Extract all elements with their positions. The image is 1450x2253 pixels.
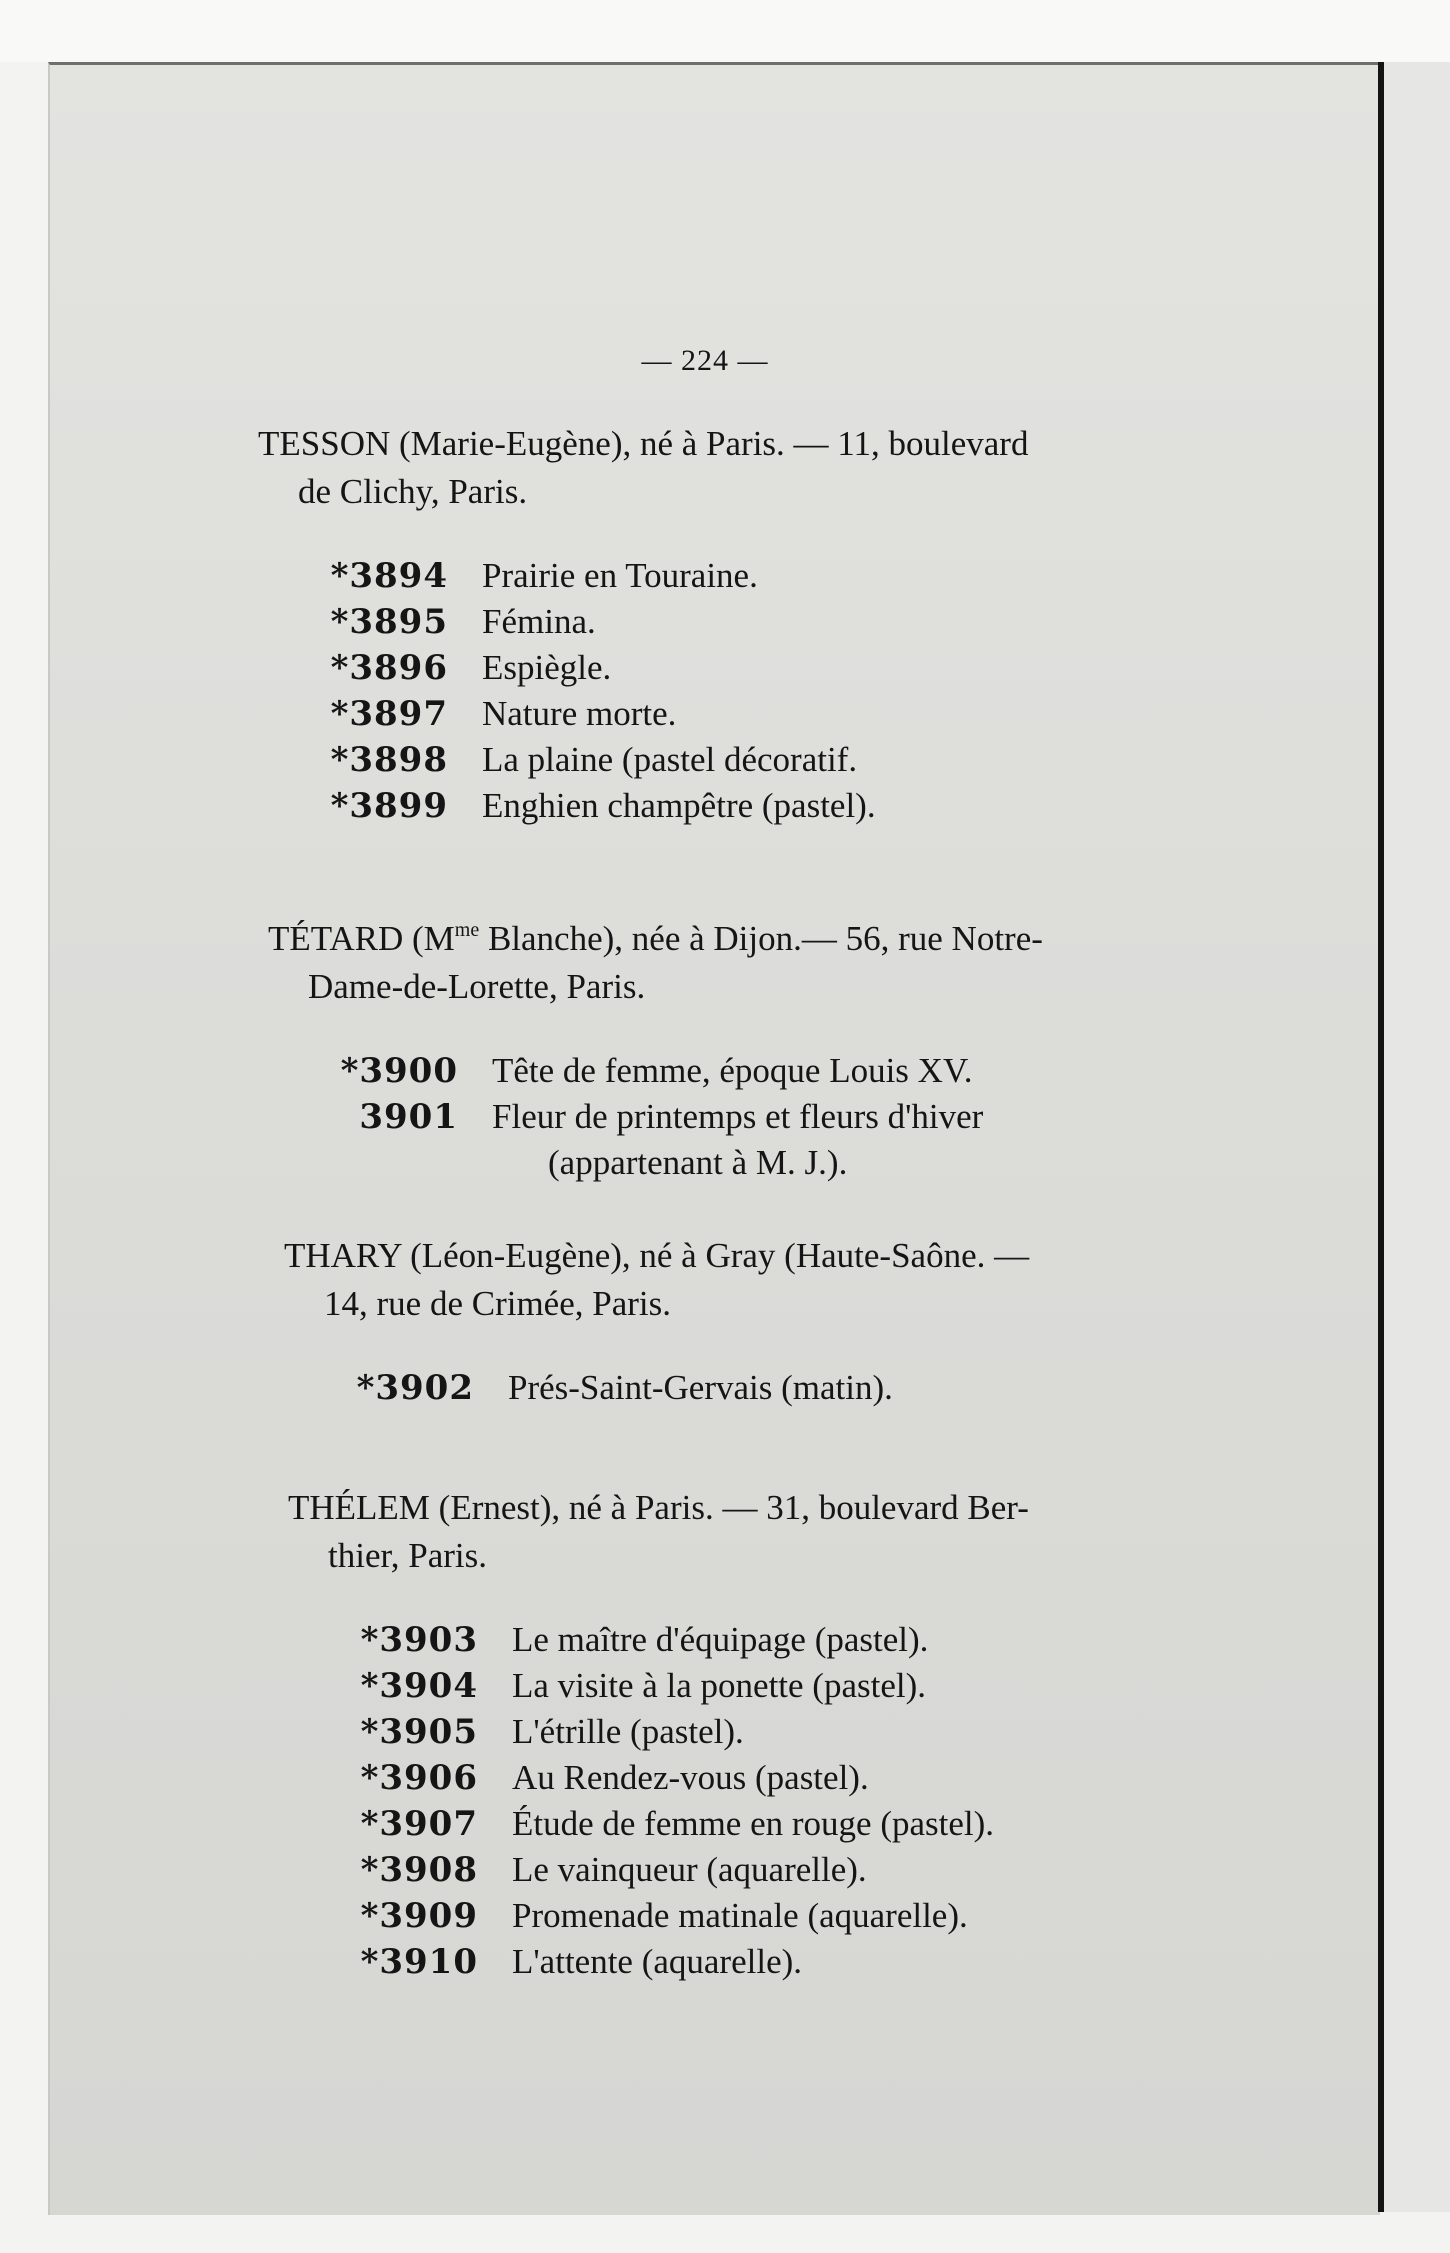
work-item — [288, 1708, 1288, 1754]
work-number: *3899 — [330, 786, 448, 826]
work-title: Le vainqueur (aquarelle). — [512, 1850, 867, 1889]
artist-header-continuation: de Clichy, Paris. — [298, 472, 528, 511]
work-item — [258, 552, 1258, 598]
scan-top-margin — [0, 0, 1450, 62]
artist-header-superscript: me — [454, 919, 480, 941]
artist-header-continuation: thier, Paris. — [328, 1536, 487, 1575]
work-item — [258, 598, 1258, 644]
work-title: Prés-Saint-Gervais (matin). — [508, 1368, 893, 1407]
work-title: Tête de femme, époque Louis XV. — [492, 1051, 973, 1090]
work-title: La plaine (pastel décoratif. — [482, 740, 858, 779]
work-item — [288, 1616, 1288, 1662]
work-item — [288, 1662, 1288, 1708]
work-number: *3897 — [330, 694, 448, 734]
artist-entry-tetard — [268, 906, 1268, 1185]
work-title: L'étrille (pastel). — [512, 1712, 744, 1751]
work-title-continuation: (appartenant à M. J.). — [548, 1143, 848, 1182]
work-title: Étude de femme en rouge (pastel). — [512, 1804, 995, 1843]
work-number: *3910 — [360, 1942, 478, 1982]
work-number: *3906 — [360, 1758, 478, 1798]
work-number: *3904 — [360, 1666, 478, 1706]
artist-header-line: THÉLEM (Ernest), né à Paris. — 31, boulevard Ber- — [288, 1488, 1029, 1527]
work-number: *3894 — [330, 556, 448, 596]
work-item — [258, 690, 1258, 736]
work-title: Au Rendez-vous (pastel). — [512, 1758, 869, 1797]
work-title: Nature morte. — [482, 694, 677, 733]
work-item — [268, 1093, 1268, 1139]
work-item — [288, 1938, 1288, 1984]
work-number: *3903 — [360, 1620, 478, 1660]
artist-header-continuation: 14, rue de Crimée, Paris. — [324, 1284, 671, 1323]
work-item — [284, 1364, 1284, 1410]
artist-entry-tesson — [258, 420, 1258, 828]
works-list — [258, 552, 1258, 828]
works-list — [288, 1616, 1288, 1984]
work-number: *3909 — [360, 1896, 478, 1936]
work-item — [288, 1754, 1288, 1800]
artist-header-continuation: Dame-de-Lorette, Paris. — [308, 967, 646, 1006]
artist-header-line: TESSON (Marie-Eugène), né à Paris. — 11, boulevard — [258, 424, 1029, 463]
works-list — [284, 1364, 1284, 1410]
work-number: *3896 — [330, 648, 448, 688]
work-item — [268, 1047, 1268, 1093]
page-number: — 224 — — [641, 344, 769, 377]
work-item — [288, 1800, 1288, 1846]
work-number: *3902 — [356, 1368, 474, 1408]
works-list — [268, 1047, 1268, 1185]
work-number: *3905 — [360, 1712, 478, 1752]
artist-header-part: Blanche), née à Dijon.— 56, rue Notre- — [479, 919, 1043, 958]
work-title: Le maître d'équipage (pastel). — [512, 1620, 929, 1659]
work-title: Fémina. — [482, 602, 596, 641]
work-item — [288, 1846, 1288, 1892]
work-title: Promenade matinale (aquarelle). — [512, 1896, 968, 1935]
work-item — [288, 1892, 1288, 1938]
work-title: Enghien champêtre (pastel). — [482, 786, 876, 825]
work-number: *3895 — [330, 602, 448, 642]
scan-right-margin — [1384, 62, 1450, 2212]
work-item — [258, 644, 1258, 690]
work-number: *3907 — [360, 1804, 478, 1844]
work-title: L'attente (aquarelle). — [512, 1942, 803, 1981]
work-item — [258, 736, 1258, 782]
work-number: *3900 — [340, 1051, 458, 1091]
artist-header-line: THARY (Léon-Eugène), né à Gray (Haute-Saône. — — [284, 1236, 1030, 1275]
work-number: *3898 — [330, 740, 448, 780]
work-number: *3908 — [360, 1850, 478, 1890]
work-title: Fleur de printemps et fleurs d'hiver — [492, 1097, 984, 1136]
work-item — [258, 782, 1258, 828]
work-title: Espiègle. — [482, 648, 612, 687]
work-title: Prairie en Touraine. — [482, 556, 758, 595]
artist-entry-thary — [284, 1232, 1284, 1410]
work-title: La visite à la ponette (pastel). — [512, 1666, 927, 1705]
artist-header-part: TÉTARD (M — [268, 919, 455, 958]
artist-entry-thelem — [288, 1484, 1288, 1984]
work-number: 3901 — [359, 1097, 458, 1137]
artist-header-line — [268, 906, 1268, 963]
